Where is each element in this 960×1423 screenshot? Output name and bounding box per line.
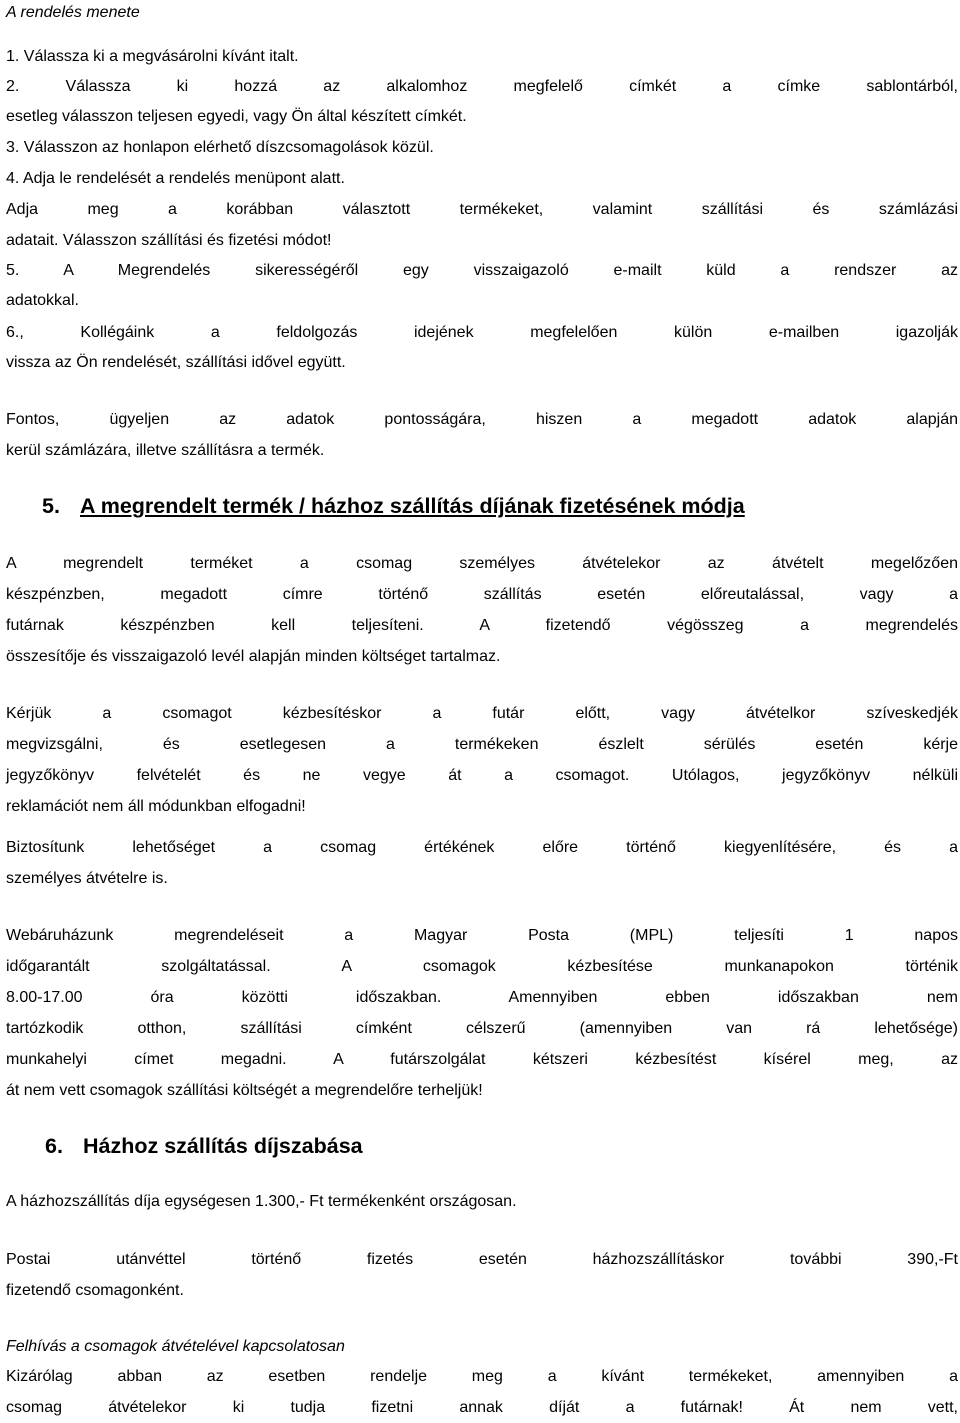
order-step-6: 6., Kollégáink a feldolgozás idejének megfelelően külön e-mailben igazolják — [6, 324, 958, 341]
section-5-number: 5. — [42, 494, 60, 518]
payment-paragraph-line: készpénzben, megadott címre történő szállítás esetén előreutalással, vagy a — [6, 586, 958, 603]
shipping-fee-line: A házhozszállítás díja egységesen 1.300,- Ft termékenként országosan. — [6, 1193, 517, 1210]
prepayment-paragraph-line: Biztosítunk lehetőséget a csomag értékének előre történő kiegyenlítésére, és a — [6, 839, 958, 856]
order-step-5-cont: adatokkal. — [6, 292, 79, 309]
inspection-paragraph-line: jegyzőkönyv felvételét és ne vegye át a csomagot. Utólagos, jegyzőkönyv nélküli — [6, 767, 958, 784]
order-step-4: 4. Adja le rendelését a rendelés menüpont alatt. — [6, 170, 345, 187]
section-6-number: 6. — [45, 1134, 63, 1158]
inspection-paragraph-line: megvizsgálni, és esetlegesen a termékeken észlelt sérülés esetén kérje — [6, 736, 958, 753]
delivery-paragraph-line: időgarantált szolgáltatással. A csomagok kézbesítése munkanapokon történik — [6, 958, 958, 975]
delivery-paragraph-line: át nem vett csomagok szállítási költségét a megrendelőre terheljük! — [6, 1082, 483, 1099]
section-5-title: A megrendelt termék / házhoz szállítás díjának fizetésének módja — [80, 494, 745, 518]
payment-paragraph-line: A megrendelt terméket a csomag személyes átvételekor az átvételt megelőzően — [6, 555, 958, 572]
payment-paragraph-line: futárnak készpénzben kell teljesíteni. A fizetendő végösszeg a megrendelés — [6, 617, 958, 634]
inspection-paragraph-line: reklamációt nem áll módunkban elfogadni! — [6, 798, 306, 815]
order-step-4-detail: Adja meg a korábban választott termékeket, valamint szállítási és számlázási — [6, 201, 958, 218]
order-step-2-cont: esetleg válasszon teljesen egyedi, vagy Ön által készített címkét. — [6, 108, 467, 125]
pickup-notice-line: Kizárólag abban az esetben rendelje meg a kívánt termékeket, amennyiben a — [6, 1368, 958, 1385]
order-step-2: 2. Válassza ki hozzá az alkalomhoz megfelelő címkét a címke sablontárból, — [6, 78, 958, 95]
order-step-3: 3. Válasszon az honlapon elérhető díszcsomagolások közül. — [6, 139, 434, 156]
pickup-notice-title: Felhívás a csomagok átvételével kapcsolatosan — [6, 1338, 345, 1355]
section-6-title: Házhoz szállítás díjszabása — [83, 1134, 363, 1158]
order-step-1: 1. Válassza ki a megvásárolni kívánt italt. — [6, 48, 299, 65]
pickup-notice-line: csomag átvételekor ki tudja fizetni annak díját a futárnak! Át nem vett, — [6, 1399, 958, 1416]
order-process-title: A rendelés menete — [6, 4, 140, 21]
cod-fee-line: Postai utánvéttel történő fizetés esetén házhozszállításkor további 390,-Ft — [6, 1251, 958, 1268]
section-5-heading — [42, 491, 745, 521]
delivery-paragraph-line: tartózkodik otthon, szállítási címként célszerű (amennyiben van rá lehetősége) — [6, 1020, 958, 1037]
delivery-paragraph-line: 8.00-17.00 óra közötti időszakban. Amennyiben ebben időszakban nem — [6, 989, 958, 1006]
order-step-6-cont: vissza az Ön rendelését, szállítási idővel együtt. — [6, 354, 346, 371]
order-step-4-detail-cont: adatait. Válasszon szállítási és fizetési módot! — [6, 232, 332, 249]
important-note-cont: kerül számlázára, illetve szállításra a termék. — [6, 442, 325, 459]
cod-fee-line-cont: fizetendő csomagonként. — [6, 1282, 184, 1299]
section-6-heading — [45, 1131, 363, 1161]
payment-paragraph-line: összesítője és visszaigazoló levél alapján minden költséget tartalmaz. — [6, 648, 501, 665]
delivery-paragraph-line: munkahelyi címet megadni. A futárszolgálat kétszeri kézbesítést kísérel meg, az — [6, 1051, 958, 1068]
important-note: Fontos, ügyeljen az adatok pontosságára, hiszen a megadott adatok alapján — [6, 411, 958, 428]
order-step-5: 5. A Megrendelés sikerességéről egy visszaigazoló e-mailt küld a rendszer az — [6, 262, 958, 279]
prepayment-paragraph-line: személyes átvételre is. — [6, 870, 168, 887]
delivery-paragraph-line: Webáruházunk megrendeléseit a Magyar Posta (MPL) teljesíti 1 napos — [6, 927, 958, 944]
inspection-paragraph-line: Kérjük a csomagot kézbesítéskor a futár előtt, vagy átvételkor szíveskedjék — [6, 705, 958, 722]
